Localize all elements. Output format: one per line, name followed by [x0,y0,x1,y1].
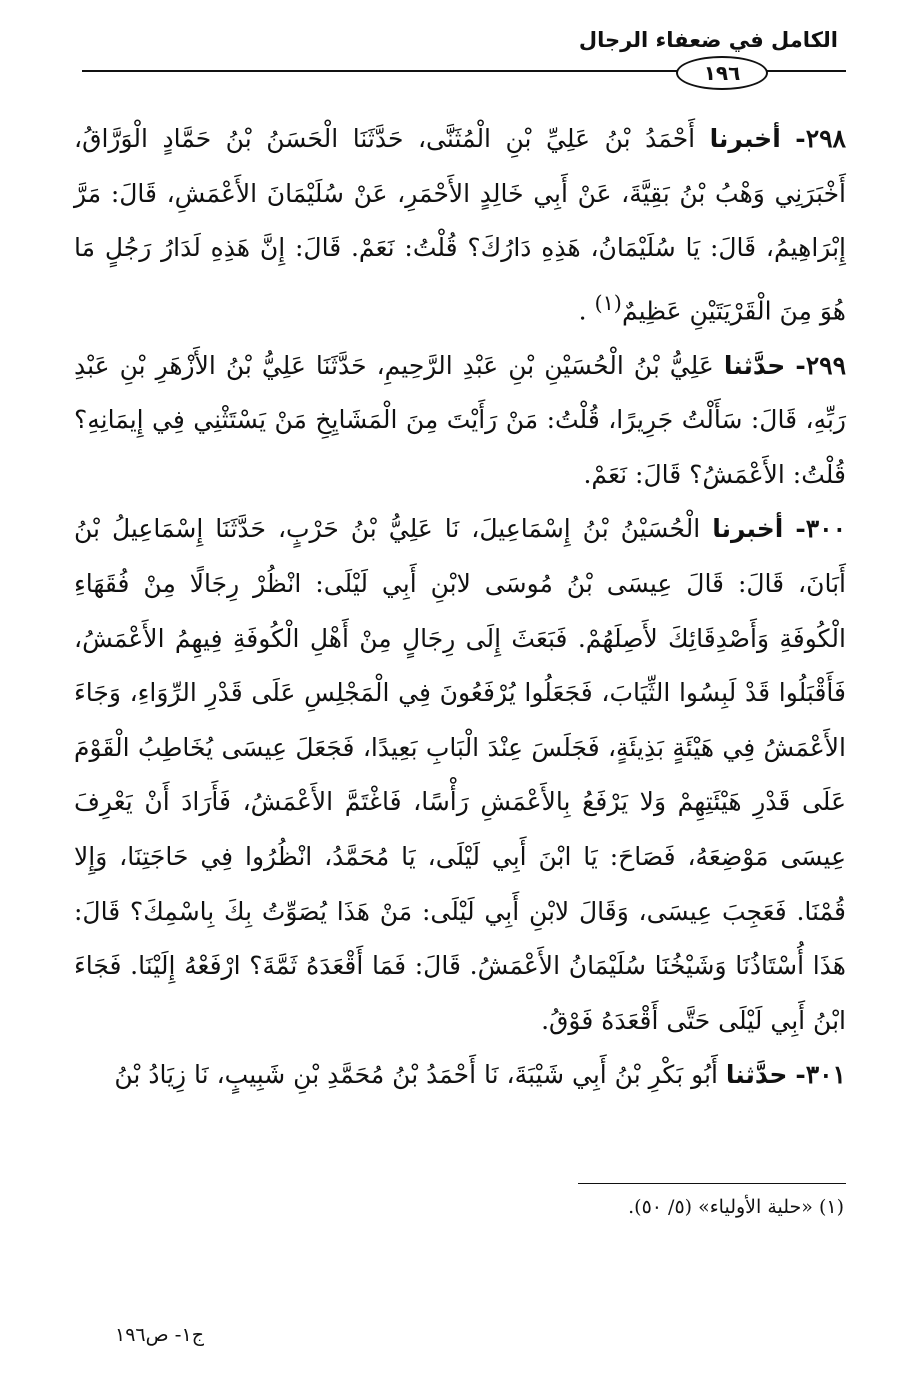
entry-number: ٣٠٠- [795,514,847,544]
entry-keyword: أخبرنا [712,514,784,544]
entry-number: ٢٩٩- [795,350,847,380]
entry-number: ٣٠١- [795,1060,846,1090]
entry-keyword: حدَّثنا [723,350,786,380]
entry-text: الْحُسَيْنُ بْنُ إِسْمَاعِيلَ، نَا عَلِيُّ بْنُ حَرْبٍ، حَدَّثَنَا إِسْمَاعِيلُ بْنُ أَبَانَ، قَالَ: قَالَ عِيسَى بْنُ مُوسَى لابْنِ أَبِي لَيْلَى: انْظُرْ رِجَالًا مِنْ فُقَهَاءِ الْكُوفَةِ وَأَصْدِقَائِكَ لأَصِلَهُمْ. فَبَعَثَ إِلَى رِجَالٍ مِنْ أَهْلِ الْكُوفَةِ فِيهِمُ الأَعْمَشُ، فَأَقْبَلُوا قَدْ لَبِسُوا الثِّيَابَ، فَجَعَلُوا يُرْفَعُونَ فِي الْمَجْلِسِ عَلَى قَدْرِ الرِّوَاءِ، وَجَاءَ الأَعْمَشُ فِي هَيْئَةٍ بَذِيئَةٍ، فَجَلَسَ عِنْدَ الْبَابِ بَعِيدًا، فَجَعَلَ عِيسَى يُخَاطِبُ الْقَوْمَ عَلَى قَدْرِ هَيْئَتِهِمْ وَلا يَرْفَعُ بِالأَعْمَشِ رَأْسًا، فَاغْتَمَّ الأَعْمَشُ، فَأَرَادَ أَنْ يَعْرِفَ عِيسَى مَوْضِعَهُ، فَصَاحَ: يَا ابْنَ أَبِي لَيْلَى، يَا مُحَمَّدُ، انْظُرُوا فِي حَاجَتِنَا، وَإِلا قُمْنَا. فَعَجِبَ عِيسَى، وَقَالَ لابْنِ أَبِي لَيْلَى: مَنْ هَذَا يُصَوِّتُ بِكَ بِاسْمِكَ؟ قَالَ: هَذَا أُسْتَاذُنَا وَشَيْخُنَا سُلَيْمَانُ الأَعْمَشُ. قَالَ: فَمَا أَقْعَدَهُ ثَمَّةَ؟ ارْفَعْهُ إِلَيْنَا. فَجَاءَ ابْنُ أَبِي لَيْلَى حَتَّى أَقْعَدَهُ فَوْقُ. [74,514,847,1035]
footnote-marker: (١) [594,290,622,315]
entry-301 [74,1048,846,1103]
footnote-rule [578,1183,846,1184]
entry-keyword: حدَّثنا [725,1060,788,1090]
entry-text: عَلِيُّ بْنُ الْحُسَيْنِ بْنِ عَبْدِ الرَّحِيمِ، حَدَّثَنَا عَلِيُّ بْنُ الأَزْهَرِ بْنِ عَبْدِ رَبِّهِ، قَالَ: سَأَلْتُ جَرِيرًا، قُلْتُ: مَنْ رَأَيْتَ مِنَ الْمَشَايِخِ مَنْ يَسْتَثْنِي فِي إِيمَانِهِ؟ قُلْتُ: الأَعْمَشُ؟ قَالَ: نَعَمْ. [74,350,846,489]
page-reference: ج١- ص١٩٦ [115,1324,204,1346]
page-number-badge: ١٩٦ [676,56,768,90]
entry-300 [74,502,846,1048]
footnote: (١) «حلية الأولياء» (٥/ ٥٠). [628,1196,844,1218]
running-title: الكامل في ضعفاء الرجال [578,28,838,52]
main-text [74,112,846,1103]
entry-text: أَبُو بَكْرِ بْنُ أَبِي شَيْبَةَ، نَا أَحْمَدُ بْنُ مُحَمَّدِ بْنِ شَبِيبٍ، نَا زِيَادُ بْنُ [114,1060,718,1090]
entry-end: . [578,296,587,326]
entry-299 [74,339,846,503]
entry-keyword: أخبرنا [709,124,781,153]
entry-number: ٢٩٨- [795,124,846,153]
entry-298 [74,112,846,339]
entry-text: أَحْمَدُ بْنُ عَلِيِّ بْنِ الْمُثَنَّى، حَدَّثَنَا الْحَسَنُ بْنُ حَمَّادٍ الْوَرَّاقُ، أَخْبَرَنِي وَهْبُ بْنُ بَقِيَّةَ، عَنْ أَبِي خَالِدٍ الأَحْمَرِ، عَنْ سُلَيْمَانَ الأَعْمَشِ، قَالَ: مَرَّ إِبْرَاهِيمُ، قَالَ: يَا سُلَيْمَانُ، هَذِهِ دَارُكَ؟ قُلْتُ: نَعَمْ. قَالَ: إِنَّ هَذِهِ لَدَارُ رَجُلٍ مَا هُوَ مِنَ الْقَرْيَتَيْنِ عَظِيمٌ [74,124,846,326]
